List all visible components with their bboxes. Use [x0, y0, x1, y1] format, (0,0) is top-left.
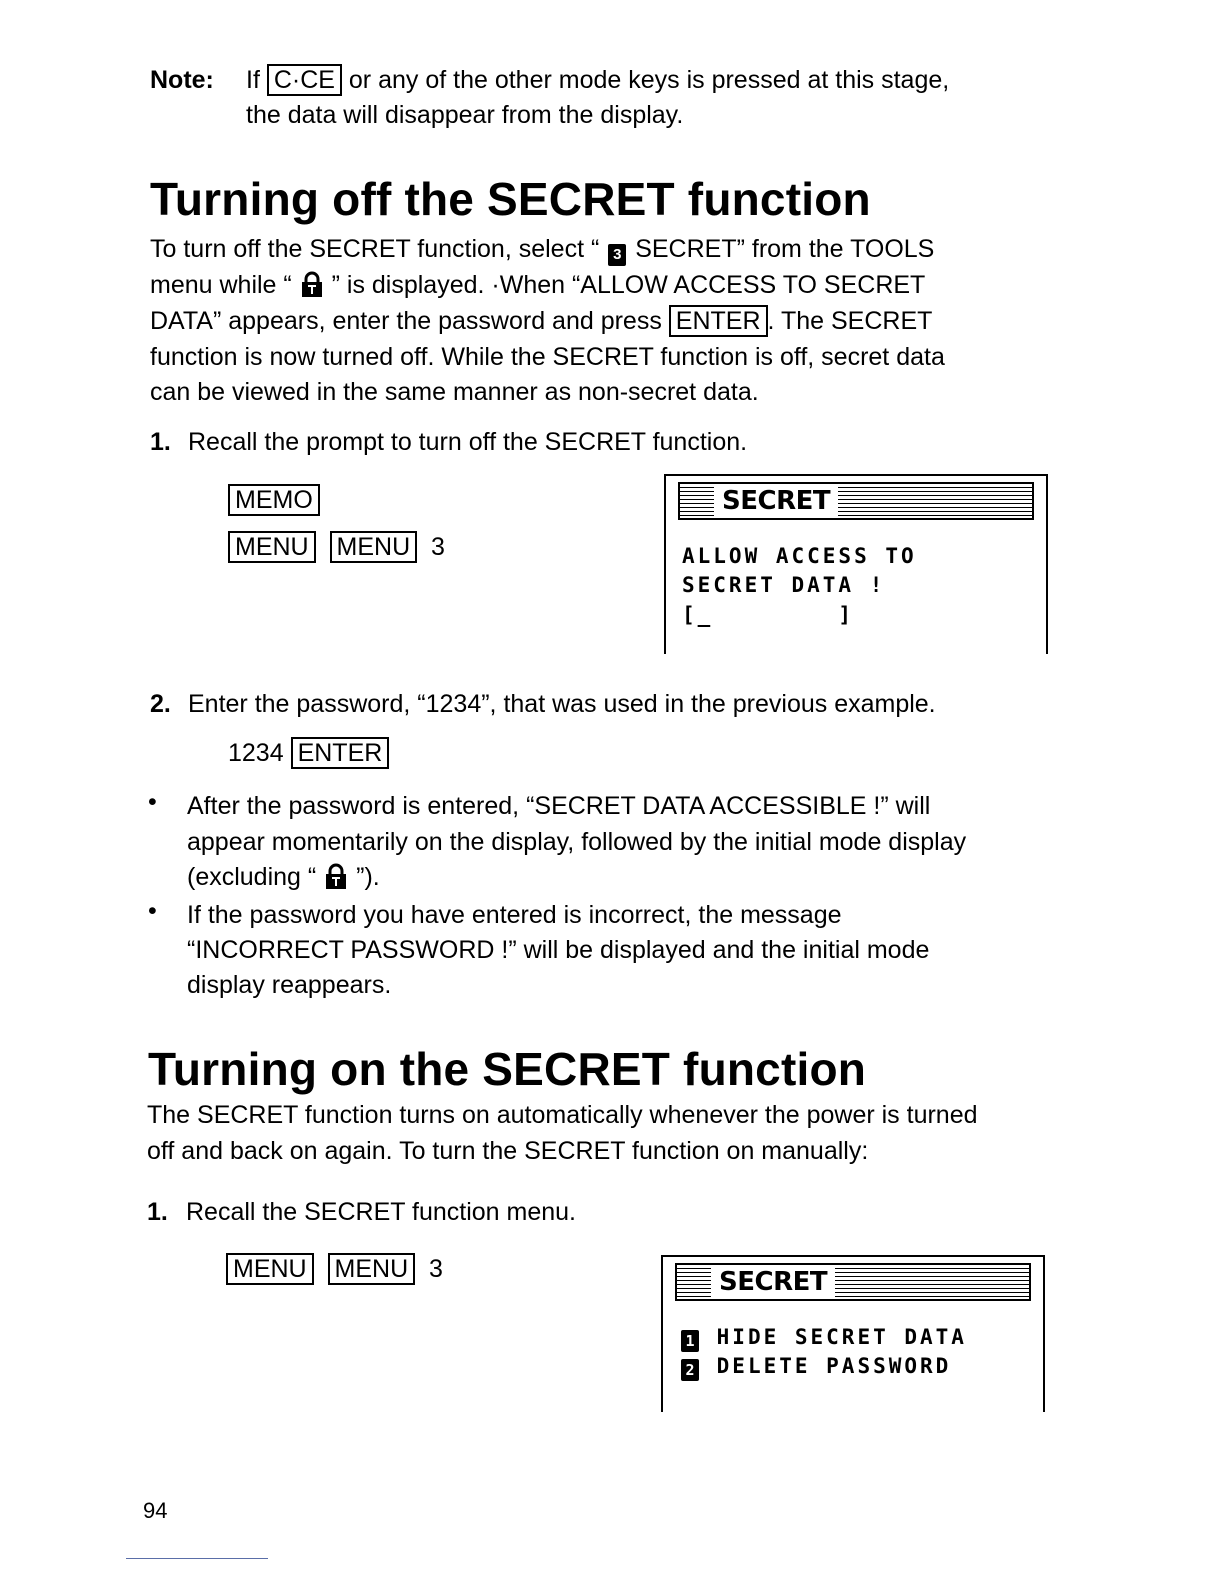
menu-key: MENU [226, 1253, 314, 1285]
step-2-key-sequence: 1234 ENTER [228, 735, 389, 771]
lcd-title-bar: SECRET [675, 1263, 1031, 1301]
section-on-paragraph-line-1: The SECRET function turns on automatically whenever the power is turned [147, 1101, 978, 1129]
section-off-paragraph-line-3: DATA” appears, enter the password and press ENTER . The SECRET [150, 307, 933, 335]
lcd-menu-item-hide-secret-data: 1 HIDE SECRET DATA [679, 1325, 967, 1352]
number-key-3: 3 [431, 533, 445, 561]
bullet-2-line-3: display reappears. [187, 971, 392, 999]
step-1-text: Recall the prompt to turn off the SECRET function. [188, 428, 748, 456]
menu-key: MENU [228, 531, 316, 563]
lcd-password-field: [_ ] [682, 603, 855, 627]
memo-key: MEMO [228, 484, 320, 516]
step-1-number: 1. [147, 1198, 168, 1226]
lcd-menu-item-delete-password: 2 DELETE PASSWORD [679, 1354, 951, 1381]
lock-icon [325, 863, 347, 889]
key-3-icon: 3 [608, 244, 626, 266]
section-off-paragraph-line-2: menu while “ ” is displayed. ·When “ALLOW ACCESS TO SECRET [150, 271, 926, 299]
key-sequence-menu [226, 1251, 443, 1287]
bullet-1-line-1: After the password is entered, “SECRET DATA ACCESSIBLE !” will [187, 792, 931, 820]
bullet-icon: • [148, 788, 157, 816]
note-label: Note: [150, 66, 214, 94]
bullet-2-line-1: If the password you have entered is incorrect, the message [187, 901, 842, 929]
bullet-2-line-2: “INCORRECT PASSWORD !” will be displayed and the initial mode [187, 936, 930, 964]
bullet-icon: • [148, 897, 157, 925]
step-2-text: Enter the password, “1234”, that was used in the previous example. [188, 690, 936, 718]
note-line-1: If C·CE or any of the other mode keys is pressed at this stage, [246, 66, 950, 94]
lock-icon [301, 271, 323, 297]
lcd-display-allow-access [664, 474, 1048, 654]
menu-key: MENU [330, 531, 418, 563]
bullet-1-line-3: (excluding “ ”). [187, 863, 380, 891]
step-2-number: 2. [150, 690, 171, 718]
key-sequence-memo [228, 482, 320, 518]
cce-key: C·CE [267, 64, 342, 96]
key-sequence-menu [228, 529, 445, 565]
lcd-display-secret-menu [661, 1255, 1045, 1412]
step-1-number: 1. [150, 428, 171, 456]
enter-key: ENTER [669, 305, 768, 337]
enter-key: ENTER [291, 737, 390, 769]
section-off-paragraph-line-4: function is now turned off. While the SECRET function is off, secret data [150, 343, 945, 371]
step-1-text: Recall the SECRET function menu. [186, 1198, 577, 1226]
section-off-paragraph-line-5: can be viewed in the same manner as non-secret data. [150, 378, 759, 406]
section-on-title: Turning on the SECRET function [148, 1043, 867, 1095]
section-on-paragraph-line-2: off and back on again. To turn the SECRET function on manually: [147, 1137, 869, 1165]
key-2-icon: 2 [681, 1359, 699, 1381]
section-off-paragraph-line-1: To turn off the SECRET function, select “ 3 SECRET” from the TOOLS [150, 231, 934, 267]
lcd-title-bar: SECRET [678, 482, 1034, 520]
note-line-2: the data will disappear from the display. [246, 101, 684, 129]
section-off-title: Turning off the SECRET function [150, 173, 871, 225]
lcd-line: ALLOW ACCESS TO [682, 544, 917, 568]
bullet-1-line-2: appear momentarily on the display, followed by the initial mode display [187, 828, 967, 856]
menu-key: MENU [328, 1253, 416, 1285]
key-1-icon: 1 [681, 1330, 699, 1352]
page-number: 94 [143, 1498, 168, 1523]
number-key-3: 3 [429, 1255, 443, 1283]
footer-rule [126, 1558, 268, 1559]
lcd-line: SECRET DATA ! [682, 573, 886, 597]
